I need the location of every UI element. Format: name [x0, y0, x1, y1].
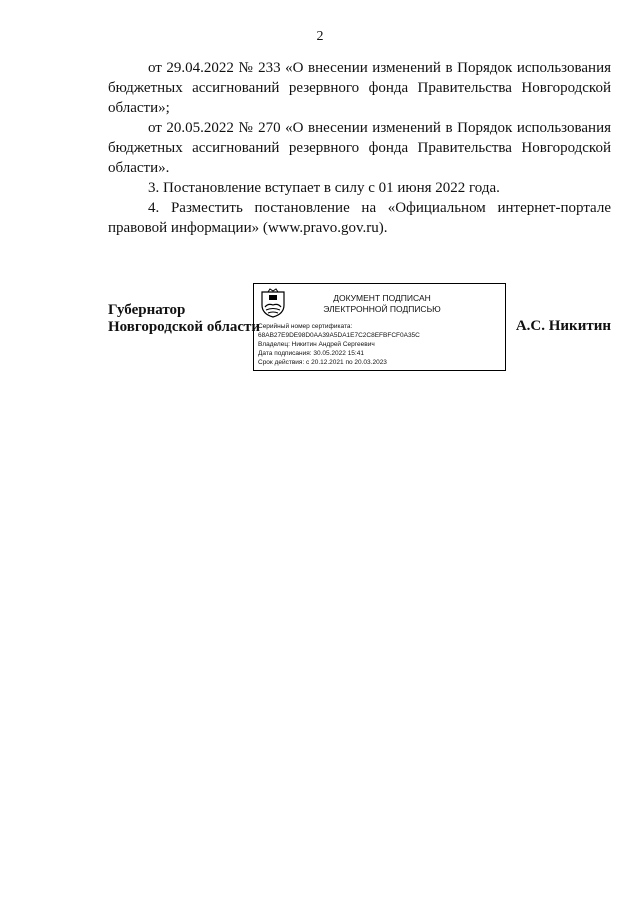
page-number: 2	[316, 29, 324, 44]
paragraph: 4. Разместить постановление на «Официальном интернет-портале правовой информации» (www.pravo.gov.ru).	[108, 200, 611, 236]
document-body	[108, 58, 611, 238]
signer-position-line: Губернатор	[108, 302, 186, 318]
signer-name: А.С. Никитин	[515, 318, 611, 334]
signature-block	[108, 283, 611, 375]
signer-position-line: Новгородской области	[108, 319, 261, 335]
paragraph: от 20.05.2022 № 270 «О внесении изменений в Порядок использования бюджетных ассигнований резервного фонда Правительства Новгородской области».	[108, 120, 611, 176]
paragraph: от 29.04.2022 № 233 «О внесении изменений в Порядок использования бюджетных ассигнований резервного фонда Правительства Новгородской области»;	[108, 60, 611, 116]
stamp-header	[292, 293, 472, 315]
stamp-details	[258, 322, 420, 367]
signer-position	[108, 302, 260, 336]
stamp-owner: Владелец: Никитин Андрей Сергеевич	[258, 341, 375, 348]
novgorod-coat-of-arms-icon	[259, 288, 287, 318]
stamp-header-line: ЭЛЕКТРОННОЙ ПОДПИСЬЮ	[323, 304, 441, 314]
stamp-serial: 68AB27E9DE98D0AA39A5DA1E7C2C8EFBFCF0A35C	[258, 332, 420, 339]
stamp-serial-label: Серийный номер сертификата:	[258, 323, 353, 330]
stamp-validity: Срок действия: с 20.12.2021 по 20.03.2023	[258, 359, 387, 366]
paragraph: 3. Постановление вступает в силу с 01 июня 2022 года.	[148, 180, 500, 196]
stamp-header-line: ДОКУМЕНТ ПОДПИСАН	[333, 293, 431, 303]
stamp-date: Дата подписания: 30.05.2022 15:41	[258, 350, 364, 357]
electronic-signature-stamp	[253, 283, 506, 371]
